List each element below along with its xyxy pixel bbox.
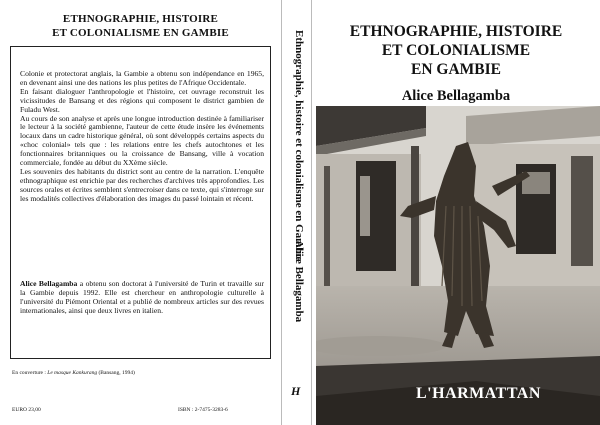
cover-credit-title: Le masque Kankurang xyxy=(47,370,98,376)
author-bio xyxy=(20,280,264,316)
price-label: EURO 23,00 xyxy=(12,407,41,413)
author-bio-text: a obtenu son doctorat à l'université de Turin et travaille sur la Gambie depuis 1992. Elle est chercheur en anthropologie culturelle à l'université du Piémont Oriental et a publié de nombreux articles sur des revues internationales, ainsi que deux livres en italien. xyxy=(20,279,265,315)
front-title xyxy=(312,22,600,79)
author-bio-name: Alice Bellagamba xyxy=(20,279,78,288)
back-title xyxy=(0,12,281,40)
back-title-line1: ETHNOGRAPHIE, HISTOIRE xyxy=(62,13,219,25)
publisher-name: L'HARMATTAN xyxy=(416,385,541,402)
spine-title: Ethnographie, histoire et colonialisme en Gambie xyxy=(293,30,305,262)
front-title-line1: ETHNOGRAPHIE, HISTOIRE xyxy=(349,23,563,40)
front-title-line2: ET COLONIALISME xyxy=(381,42,531,59)
front-cover xyxy=(312,0,600,425)
back-title-line2: ET COLONIALISME EN GAMBIE xyxy=(52,27,229,39)
isbn-label: ISBN : 2-7475-3283-6 xyxy=(178,407,228,413)
summary-paragraph: Au cours de son analyse et après une longue introduction destinée à familiariser le lecteur à la société gambienne, l'auteur de cette étude insère les événements locaux dans un cadre historique général, où sont développés certains aspects du «choc colonial» tels que : les relations entre les chefs autochtones et les fonctionnaires britanniques ou la croissance de Bansang, ville à vocation commerciale, fondée au début du XXème siècle. xyxy=(20,113,264,168)
summary-text xyxy=(20,70,264,204)
kankurang-mask-photo xyxy=(316,106,600,425)
summary-paragraph: Les souvenirs des habitants du district sont au centre de la narration. L'enquête ethnographique est enrichie par des recherches d'archives très approfondies. Les sources orales et écrites semblent s'entrecroiser dans ce texte, qui s'interroge sur les modalités collectives d'élaboration des images du passé lointain et récent. xyxy=(20,166,264,203)
spine-author: Alice Bellagamba xyxy=(293,240,305,323)
cover-credit xyxy=(12,370,135,376)
spine-text-area xyxy=(282,0,313,425)
cover-photo xyxy=(316,106,600,425)
front-title-line3: EN GAMBIE xyxy=(411,61,501,78)
summary-paragraph: En faisant dialoguer l'anthropologie et l'histoire, cet ouvrage reconstruit les vicissitudes de Bansang et des régions qui composent le district gambien de Fuladu West. xyxy=(20,86,264,114)
cover-credit-prefix: En couverture : xyxy=(12,370,48,376)
publisher-logo-icon: H xyxy=(291,384,301,398)
cover-credit-suffix: (Bansang, 1994) xyxy=(97,370,135,376)
spine xyxy=(281,0,312,425)
back-cover xyxy=(0,0,281,425)
front-author: Alice Bellagamba xyxy=(401,88,511,104)
summary-paragraph: Colonie et protectorat anglais, la Gambie a obtenu son indépendance en 1965, en devenant ainsi une des nations les plus petites de l'Afrique Occidentale. xyxy=(20,69,264,87)
